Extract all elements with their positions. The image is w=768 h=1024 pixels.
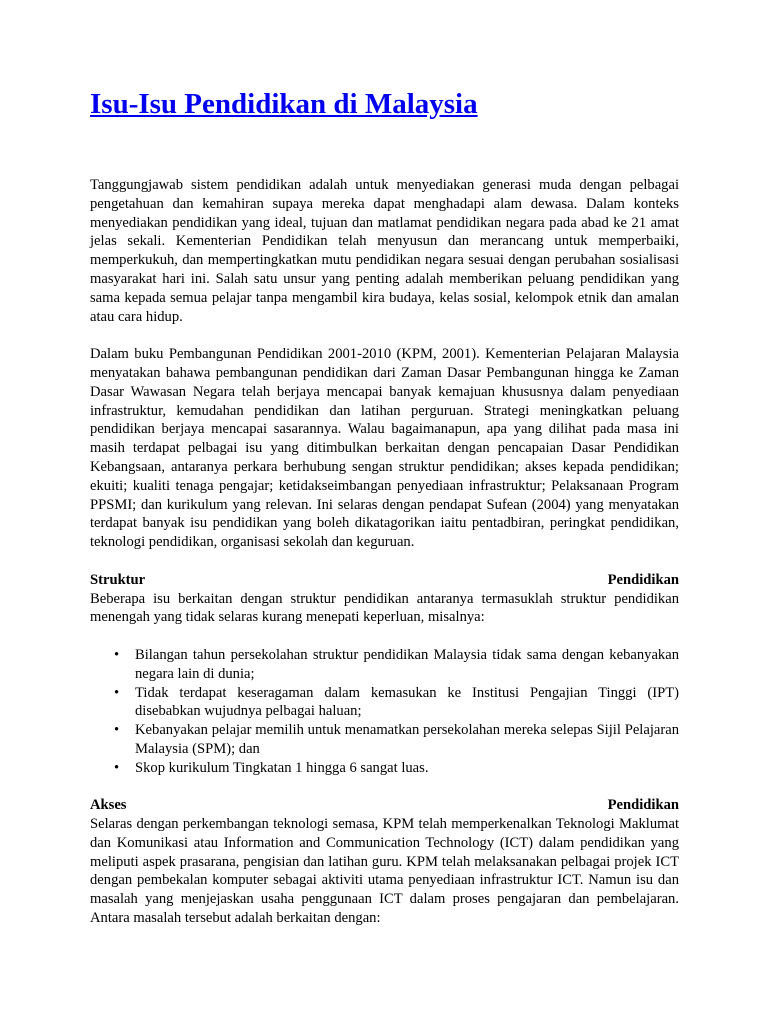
paragraph-gap	[90, 778, 679, 797]
page-title-link[interactable]: Isu-Isu Pendidikan di Malaysia	[90, 88, 478, 120]
bullet-icon: •	[114, 684, 120, 701]
list-item-text: Bilangan tahun persekolahan struktur pendidikan Malaysia tidak sama dengan kebanyakan negara lain di dunia;	[135, 646, 679, 682]
list-item	[90, 721, 679, 759]
paragraph-gap	[90, 552, 679, 571]
list-item	[90, 684, 679, 722]
bullet-icon: •	[114, 646, 120, 663]
section-heading-right: Pendidikan	[607, 797, 679, 814]
akses-paragraph: Selaras dengan perkembangan teknologi semasa, KPM telah memperkenalkan Teknologi Maklumat dan Komunikasi atau Information and Communication Technology (ICT) dalam pendidikan yang meliputi aspek prasarana, pengisian dan latihan guru. KPM telah melaksanakan pelbagai projek ICT dengan pembekalan komputer sebagai aktiviti utama penyediaan infrastruktur ICT. Namun isu dan masalah yang menjejaskan usaha penggunaan ICT dalam proses pengajaran dan pembelajaran. Antara masalah tersebut adalah berkaitan dengan:	[90, 816, 679, 927]
intro-paragraph: Tanggungjawab sistem pendidikan adalah untuk menyediakan generasi muda dengan pelbagai pengetahuan dan kemahiran supaya mereka dapat menghadapi alam dewasa. Dalam konteks menyediakan pendidikan yang ideal, tujuan dan matlamat pendidikan negara pada abad ke 21 amat jelas sekali. Kementerian Pendidikan telah menyusun dan merancang untuk memperbaiki, memperkukuh, dan mempertingkatkan mutu pendidikan negara sesuai dengan perubahan sosialisasi masyarakat hari ini. Salah satu unsur yang penting adalah memberikan peluang pendidikan yang sama kepada semua pelajar tanpa mengambil kira budaya, kelas sosial, kelompok etnik dan amalan atau cara hidup.	[90, 177, 679, 325]
list-item	[90, 759, 679, 778]
list-item-text: Tidak terdapat keseragaman dalam kemasukan ke Institusi Pengajian Tinggi (IPT) disebabkan wujudnya pelbagai haluan;	[135, 684, 679, 720]
struktur-bullet-list	[90, 646, 679, 778]
section-heading-right: Pendidikan	[607, 571, 679, 588]
section-heading-struktur	[90, 571, 679, 590]
paragraph-gap	[90, 627, 679, 646]
bullet-icon: •	[114, 759, 120, 776]
bullet-icon: •	[114, 722, 120, 739]
paragraph-gap	[90, 326, 679, 345]
document-body	[90, 176, 679, 928]
section-heading-akses	[90, 796, 679, 815]
second-paragraph: Dalam buku Pembangunan Pendidikan 2001-2010 (KPM, 2001). Kementerian Pelajaran Malaysia menyatakan bahawa pembangunan pendidikan dari Zaman Dasar Pembangunan hingga ke Zaman Dasar Wawasan Negara telah berjaya mencapai banyak kemajuan khususnya dalam penyediaan infrastruktur, kemudahan pendidikan dan latihan perguruan. Strategi meningkatkan peluang pendidikan berjaya mencapai sasarannya. Walau bagaimanapun, apa yang dilihat pada masa ini masih terdapat pelbagai isu yang ditimbulkan berkaitan dengan pencapaian Dasar Pendidikan Kebangsaan, antaranya perkara berhubung sengan struktur pendidikan; akses kepada pendidikan; ekuiti; kualiti tenaga pengajar; ketidakseimbangan penyediaan infrastruktur; Pelaksanaan Program PPSMI; dan kurikulum yang relevan. Ini selaras dengan pendapat Sufean (2004) yang menyatakan terdapat banyak isu pendidikan yang boleh dikatagorikan iaitu pentadbiran, peringkat pendidikan, teknologi pendidikan, organisasi sekolah dan keguruan.	[90, 346, 679, 551]
list-item-text: Kebanyakan pelajar memilih untuk menamatkan persekolahan mereka selepas Sijil Pelajaran Malaysia (SPM); dan	[135, 722, 679, 757]
section-heading-left: Akses	[90, 797, 127, 814]
section-heading-left: Struktur	[90, 571, 146, 588]
struktur-paragraph: Beberapa isu berkaitan dengan struktur pendidikan antaranya termasuklah struktur pendidikan menengah yang tidak selaras kurang menepati keperluan, misalnya:	[90, 590, 679, 626]
list-item-text: Skop kurikulum Tingkatan 1 hingga 6 sangat luas.	[135, 759, 429, 776]
list-item	[90, 646, 679, 684]
